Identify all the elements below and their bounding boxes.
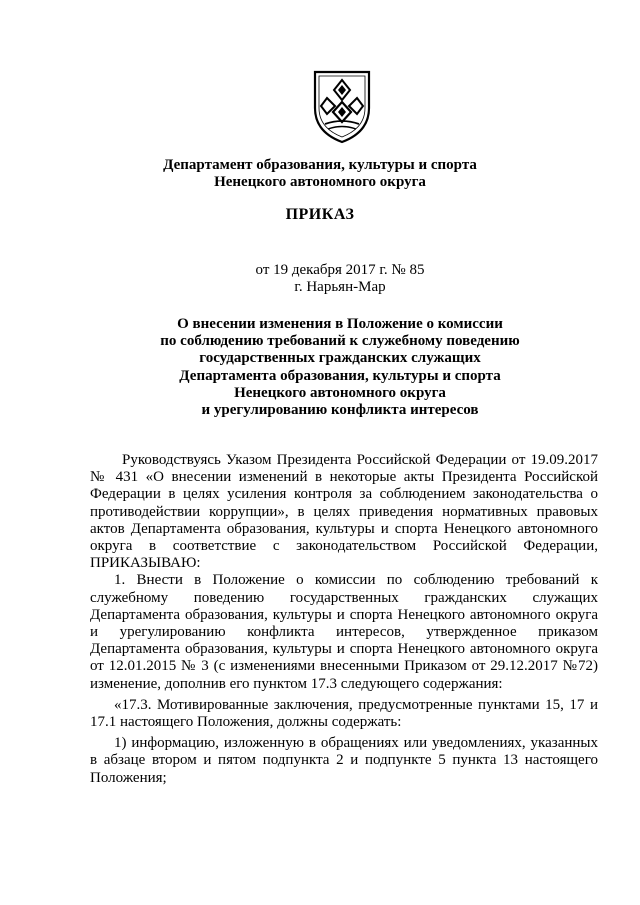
date-and-number: от 19 декабря 2017 г. № 85 (255, 262, 425, 278)
document-subject (0, 316, 640, 419)
organization-line-2: Ненецкого автономного округа (214, 174, 426, 190)
organization-line-1: Департамент образования, культуры и спорта (163, 157, 477, 173)
body-paragraph-quote: «17.3. Мотивированные заключения, предусмотренные пунктами 15, 17 и 17.1 настоящего Положения, должны содержать: (90, 696, 598, 731)
subject-line: государственных гражданских служащих (199, 350, 481, 367)
subject-line: О внесении изменения в Положение о комиссии (177, 316, 503, 332)
body-paragraph-item-1: 1. Внести в Положение о комиссии по соблюдению требований к служебному поведению государственных гражданских служащих Департамента образования, культуры и спорта Ненецкого автономного округа и урегулированию конфликта интересов, утвержденное приказом Департамента образования, культуры и спорта Ненецкого автономного округа от 12.01.2015 № 3 (с изменениями внесенными Приказом от 29.12.2017 №72) изменение, дополнив его пунктом 17.3 следующего содержания: (90, 572, 598, 692)
subject-line: Ненецкого автономного округа (234, 384, 446, 401)
date-number-block (0, 262, 640, 296)
subject-line: по соблюдению требований к служебному поведению (160, 333, 520, 350)
organization-header (0, 157, 640, 191)
subject-line: Департамента образования, культуры и спорта (179, 367, 501, 384)
body-paragraph-subitem-1: 1) информацию, изложенную в обращениях или уведомлениях, указанных в абзаце втором и пятом подпункта 2 и подпункте 5 пункта 13 настоящего Положения; (90, 735, 598, 786)
coat-of-arms-icon (311, 68, 373, 144)
body-paragraph-preamble: Руководствуясь Указом Президента Российской Федерации от 19.09.2017 № 431 «О внесении изменений в некоторые акты Президента Российской Федерации в целях усиления контроля за соблюдением законодательства о противодействии коррупции», в целях приведения нормативных правовых актов Департамента образования, культуры и спорта Ненецкого автономного округа в соответствие с законодательством Российской Федерации, ПРИКАЗЫВАЮ: (90, 452, 598, 572)
document-type: ПРИКАЗ (285, 206, 355, 223)
document-body (90, 452, 598, 787)
subject-line: и урегулированию конфликта интересов (201, 402, 479, 419)
place-of-issue: г. Нарьян-Мар (294, 279, 386, 295)
